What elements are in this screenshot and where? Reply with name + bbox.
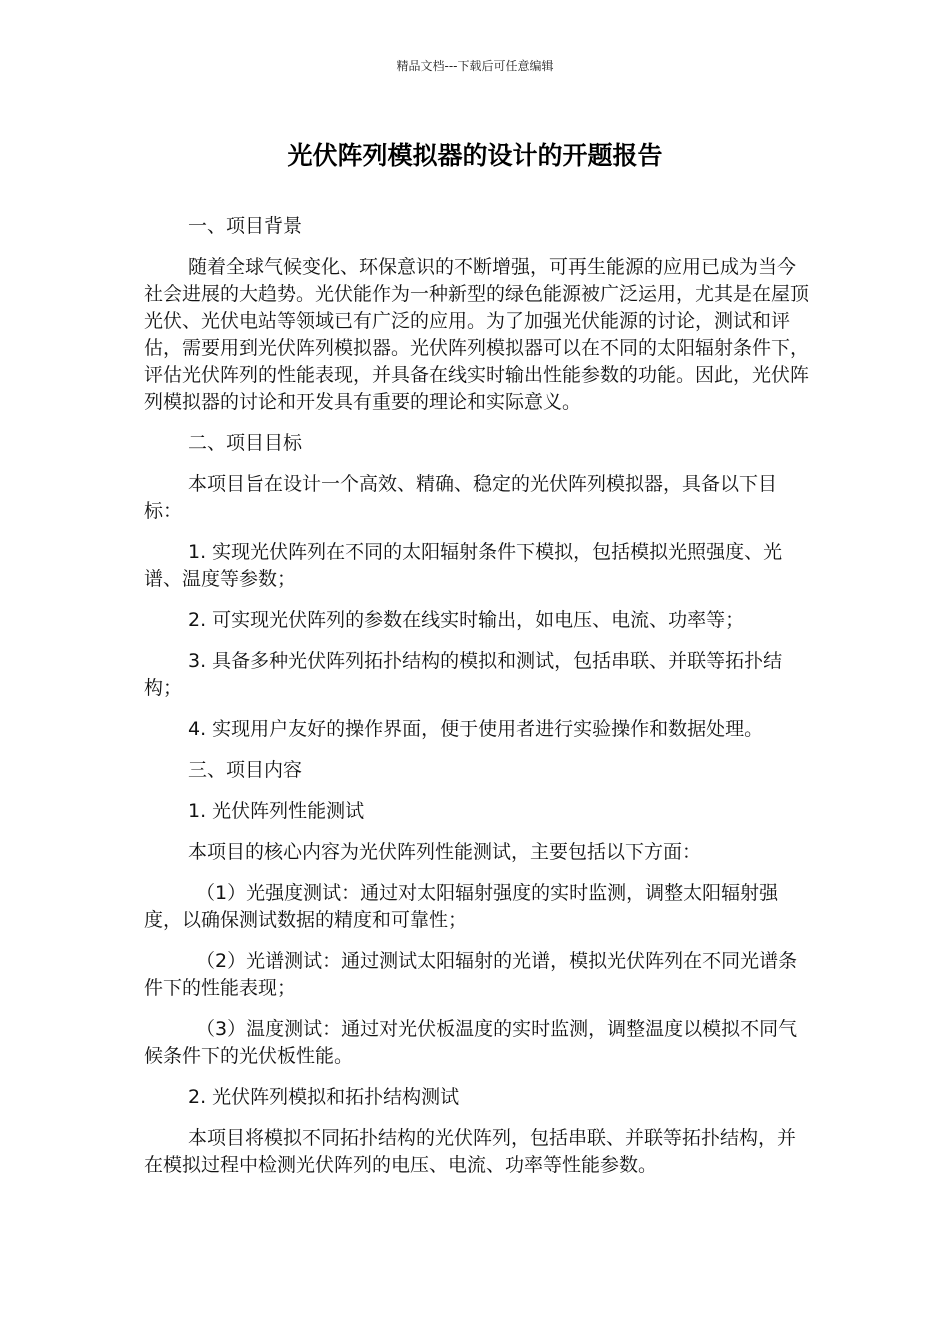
subsection-heading-performance-test: 1. 光伏阵列性能测试 — [188, 800, 365, 822]
subsection-heading-topology-test: 2. 光伏阵列模拟和拓扑结构测试 — [188, 1086, 460, 1108]
document-body — [144, 213, 812, 1193]
background-paragraph: 随着全球气候变化、环保意识的不断增强，可再生能源的应用已成为当今社会进展的大趋势。光伏能作为一种新型的绿色能源被广泛运用，尤其是在屋顶光伏、光伏电站等领域已有广泛的应用。为了加强光伏能源的讨论，测试和评估，需要用到光伏阵列模拟器。光伏阵列模拟器可以在不同的太阳辐射条件下，评估光伏阵列的性能表现，并具备在线实时输出性能参数的功能。因此，光伏阵列模拟器的讨论和开发具有重要的理论和实际意义。 — [144, 256, 810, 413]
document-title: 光伏阵列模拟器的设计的开题报告 — [287, 141, 663, 170]
goal-item-2: 2. 可实现光伏阵列的参数在线实时输出，如电压、电流、功率等； — [188, 609, 745, 631]
performance-test-intro: 本项目的核心内容为光伏阵列性能测试，主要包括以下方面： — [188, 841, 702, 863]
performance-test-item-1: （1）光强度测试：通过对太阳辐射强度的实时监测，调整太阳辐射强度，以确保测试数据的精度和可靠性； — [144, 882, 779, 931]
section-heading-background: 一、项目背景 — [188, 215, 303, 237]
goal-item-1: 1. 实现光伏阵列在不同的太阳辐射条件下模拟，包括模拟光照强度、光谱、温度等参数； — [144, 541, 783, 590]
section-heading-goal: 二、项目目标 — [188, 432, 303, 454]
goal-item-4: 4. 实现用户友好的操作界面，便于使用者进行实验操作和数据处理。 — [188, 718, 764, 740]
performance-test-item-3: （3）温度测试：通过对光伏板温度的实时监测，调整温度以模拟不同气候条件下的光伏板性能。 — [144, 1018, 798, 1067]
performance-test-item-2: （2）光谱测试：通过测试太阳辐射的光谱，模拟光伏阵列在不同光谱条件下的性能表现； — [144, 950, 798, 999]
page-header: 精品文档---下载后可任意编辑 — [396, 59, 554, 73]
topology-test-paragraph: 本项目将模拟不同拓扑结构的光伏阵列，包括串联、并联等拓扑结构，并在模拟过程中检测光伏阵列的电压、电流、功率等性能参数。 — [144, 1127, 797, 1176]
goal-intro-paragraph: 本项目旨在设计一个高效、精确、稳定的光伏阵列模拟器，具备以下目标： — [144, 473, 778, 522]
goal-item-3: 3. 具备多种光伏阵列拓扑结构的模拟和测试，包括串联、并联等拓扑结构； — [144, 650, 783, 699]
section-heading-content: 三、项目内容 — [188, 759, 303, 781]
